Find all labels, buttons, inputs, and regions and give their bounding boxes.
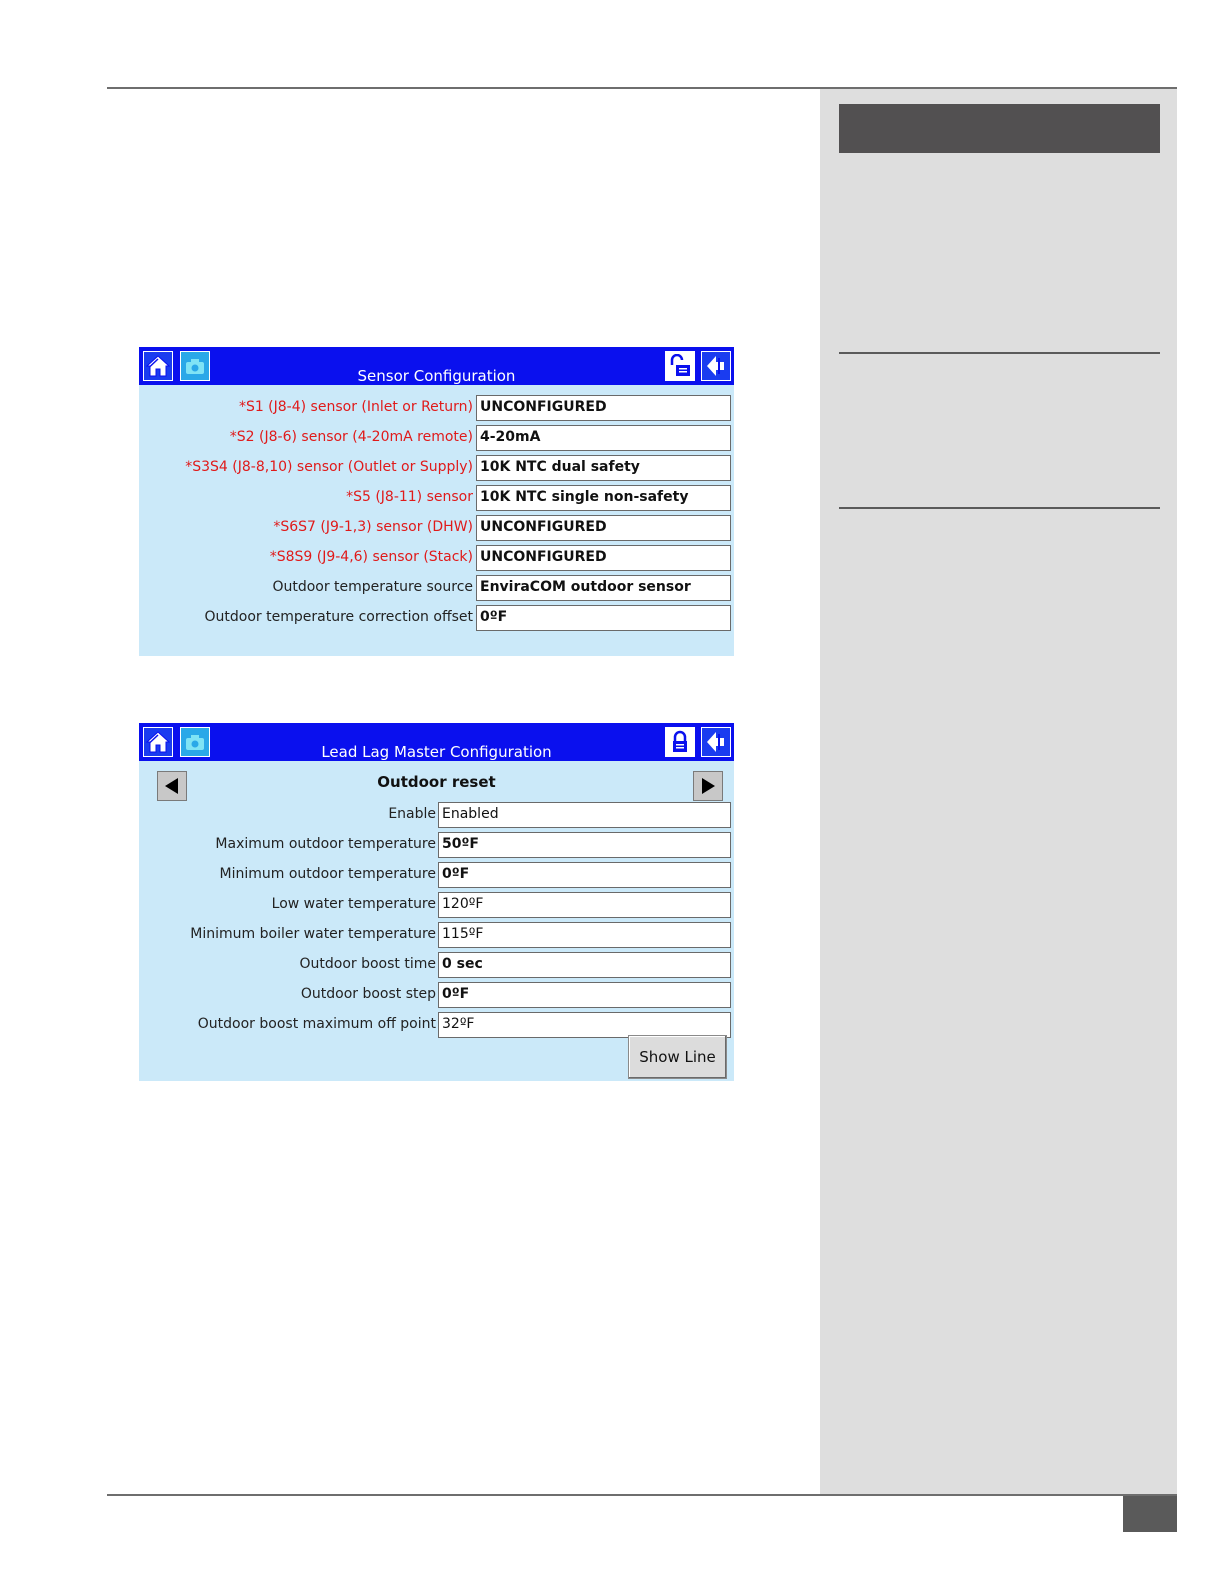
sidebar-header-bar	[839, 104, 1160, 153]
row-value-field[interactable]: 32ºF	[438, 1012, 731, 1038]
config-row	[139, 605, 734, 631]
config-row	[139, 395, 734, 421]
row-value-field[interactable]: Enabled	[438, 802, 731, 828]
row-label: *S1 (J8-4) sensor (Inlet or Return)	[238, 399, 473, 415]
sidebar-divider	[839, 507, 1160, 509]
row-value-field[interactable]: UNCONFIGURED	[476, 515, 731, 541]
sidebar-panel	[820, 89, 1177, 1494]
row-label: Low water temperature	[271, 896, 436, 912]
title-bar	[139, 723, 734, 761]
config-row	[139, 455, 734, 481]
config-row	[139, 545, 734, 571]
section-title: Outdoor reset	[377, 773, 496, 791]
config-row	[139, 862, 734, 888]
screen-title: Sensor Configuration	[357, 367, 516, 385]
row-value-field[interactable]: 115ºF	[438, 922, 731, 948]
config-row	[139, 425, 734, 451]
config-row	[139, 515, 734, 541]
config-row	[139, 802, 734, 828]
row-label: *S2 (J8-6) sensor (4-20mA remote)	[229, 429, 473, 445]
row-value-field[interactable]: EnviraCOM outdoor sensor	[476, 575, 731, 601]
row-label: *S8S9 (J9-4,6) sensor (Stack)	[269, 549, 473, 565]
row-label: Maximum outdoor temperature	[215, 836, 436, 852]
next-page-button[interactable]	[693, 771, 723, 801]
page-number-tab	[1123, 1496, 1177, 1532]
config-row	[139, 485, 734, 511]
row-label: Outdoor boost time	[299, 956, 436, 972]
row-label: *S3S4 (J8-8,10) sensor (Outlet or Supply)	[185, 459, 473, 475]
row-value-field[interactable]: 50ºF	[438, 832, 731, 858]
row-value-field[interactable]: 0 sec	[438, 952, 731, 978]
config-row	[139, 922, 734, 948]
sidebar-divider	[839, 352, 1160, 354]
config-row	[139, 832, 734, 858]
triangle-right-icon	[699, 777, 717, 795]
row-label: *S5 (J8-11) sensor	[346, 489, 473, 505]
row-label: Outdoor boost maximum off point	[197, 1016, 436, 1032]
show-line-button[interactable]: Show Line	[628, 1035, 727, 1079]
row-value-field[interactable]: 10K NTC single non-safety	[476, 485, 731, 511]
row-label: Minimum outdoor temperature	[219, 866, 436, 882]
row-value-field[interactable]: 4-20mA	[476, 425, 731, 451]
row-value-field[interactable]: 10K NTC dual safety	[476, 455, 731, 481]
config-row	[139, 892, 734, 918]
row-value-field[interactable]: UNCONFIGURED	[476, 395, 731, 421]
row-value-field[interactable]: 120ºF	[438, 892, 731, 918]
title-bar	[139, 347, 734, 385]
row-label: Outdoor boost step	[300, 986, 436, 1002]
bottom-rule	[107, 1494, 1177, 1496]
row-label: Outdoor temperature correction offset	[204, 609, 473, 625]
config-row	[139, 982, 734, 1008]
row-label: Enable	[388, 806, 436, 822]
screen-title: Lead Lag Master Configuration	[321, 743, 552, 761]
sensor-configuration-screen	[139, 347, 734, 656]
row-label: Outdoor temperature source	[272, 579, 473, 595]
config-row	[139, 952, 734, 978]
row-value-field[interactable]: 0ºF	[438, 862, 731, 888]
row-value-field[interactable]: 0ºF	[476, 605, 731, 631]
row-value-field[interactable]: UNCONFIGURED	[476, 545, 731, 571]
row-label: Minimum boiler water temperature	[190, 926, 436, 942]
config-row	[139, 575, 734, 601]
row-label: *S6S7 (J9-1,3) sensor (DHW)	[273, 519, 473, 535]
row-value-field[interactable]: 0ºF	[438, 982, 731, 1008]
lead-lag-master-configuration-screen	[139, 723, 734, 1081]
